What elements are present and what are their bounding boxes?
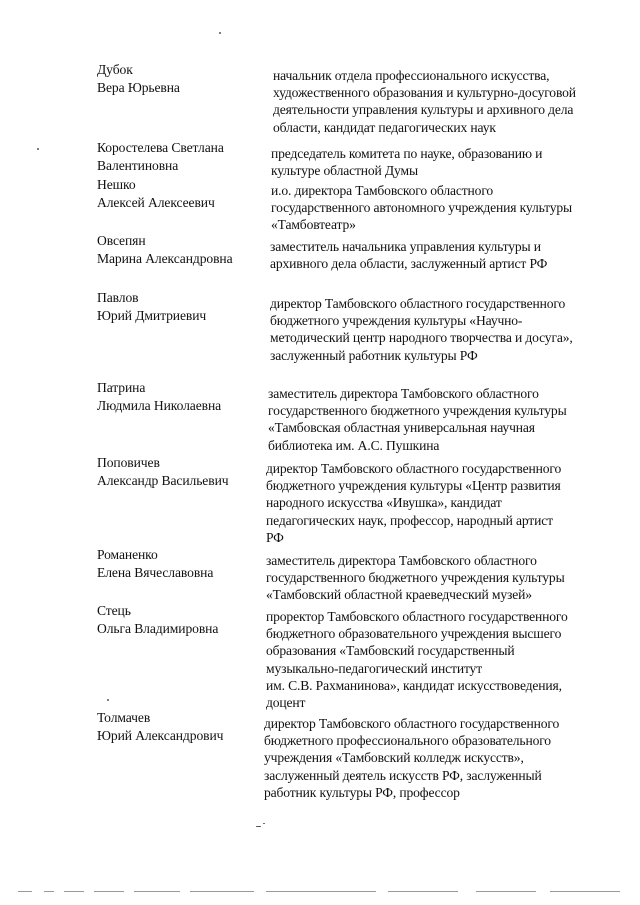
member-surname: Павлов <box>97 290 139 305</box>
member-description <box>266 460 618 546</box>
footer-scan-line <box>388 891 458 892</box>
footer-scan-line <box>134 891 180 892</box>
footer-scan-line <box>476 891 536 892</box>
member-description <box>271 182 623 234</box>
description-line: РФ <box>266 529 284 545</box>
description-line: и.о. директора Тамбовского областного <box>271 183 494 198</box>
description-line: заслуженный деятель искусств РФ, заслуженный <box>264 767 542 783</box>
description-line: «Тамбовтеатр» <box>271 217 356 233</box>
member-description <box>268 385 620 454</box>
member-surname: Овсепян <box>97 233 146 248</box>
member-surname: Нешко <box>97 177 136 192</box>
member-description <box>266 608 618 711</box>
member-description <box>264 715 616 801</box>
scan-speck <box>256 826 261 827</box>
description-line: заместитель директора Тамбовского областного <box>266 553 537 568</box>
description-line: области, кандидат педагогических наук <box>273 119 496 135</box>
member-name <box>97 289 267 324</box>
description-line: государственного бюджетного учреждения культуры <box>266 570 565 586</box>
description-line: заместитель директора Тамбовского областного <box>268 386 539 401</box>
member-surname: Толмачев <box>97 710 151 725</box>
member-name <box>97 61 267 96</box>
member-name <box>97 602 267 637</box>
member-given-names: Елена Вячеславовна <box>97 564 214 580</box>
scan-speck <box>37 148 39 150</box>
member-given-names: Марина Александровна <box>97 250 233 266</box>
member-given-names: Валентиновна <box>97 157 179 173</box>
description-line: библиотека им. А.С. Пушкина <box>268 437 440 453</box>
scan-speck <box>219 32 221 34</box>
description-line: педагогических наук, профессор, народный артист <box>266 512 553 528</box>
description-line: им. С.В. Рахманинова», кандидат искусствоведения, <box>266 677 562 693</box>
description-line: учреждения «Тамбовский колледж искусств», <box>264 750 524 766</box>
description-line: методический центр народного творчества и досуга», <box>270 330 573 346</box>
member-description <box>270 295 622 364</box>
member-given-names: Вера Юрьевна <box>97 79 180 95</box>
member-name <box>97 232 267 267</box>
footer-scan-line <box>44 891 54 892</box>
description-line: директор Тамбовского областного государственного <box>266 461 562 476</box>
description-line: бюджетного образовательного учреждения высшего <box>266 626 562 642</box>
footer-scan-line <box>190 891 254 892</box>
description-line: председатель комитета по науке, образованию и <box>271 146 543 161</box>
member-name <box>97 546 267 581</box>
member-given-names: Александр Васильевич <box>97 472 229 488</box>
description-line: директор Тамбовского областного государственного <box>264 716 560 731</box>
description-line: бюджетного учреждения культуры «Центр развития <box>266 478 561 494</box>
description-line: образования «Тамбовский государственный <box>266 643 515 659</box>
description-line: музыкально-педагогический институт <box>266 660 482 676</box>
member-given-names: Алексей Алексеевич <box>97 194 215 210</box>
member-surname: Дубок <box>97 62 133 77</box>
footer-scan-line <box>64 891 84 892</box>
description-line: работник культуры РФ, профессор <box>264 784 460 800</box>
footer-scan-line <box>266 891 376 892</box>
description-line: государственного автономного учреждения культуры <box>271 200 573 216</box>
member-description <box>271 145 623 179</box>
description-line: народного искусства «Ивушка», кандидат <box>266 495 502 511</box>
description-line: бюджетного профессионального образовательного <box>264 733 551 749</box>
member-name <box>97 454 267 489</box>
description-line: культуре областной Думы <box>271 163 418 179</box>
description-line: директор Тамбовского областного государственного <box>270 296 566 311</box>
description-line: заслуженный работник культуры РФ <box>270 347 478 363</box>
member-description <box>273 67 625 136</box>
member-name <box>97 176 267 211</box>
description-line: художественного образования и культурно-досуговой <box>273 85 576 101</box>
description-line: доцент <box>266 695 306 711</box>
description-line: проректор Тамбовского областного государственного <box>266 609 568 624</box>
description-line: заместитель начальника управления культуры и <box>270 239 541 254</box>
description-line: «Тамбовский областной краеведческий музей» <box>266 587 532 603</box>
member-given-names: Ольга Владимировна <box>97 620 219 636</box>
description-line: «Тамбовская областная универсальная научная <box>268 420 535 436</box>
member-given-names: Юрий Александрович <box>97 727 224 743</box>
description-line: государственного бюджетного учреждения культуры <box>268 403 567 419</box>
description-line: архивного дела области, заслуженный артист РФ <box>270 256 548 272</box>
description-line: бюджетного учреждения культуры «Научно- <box>270 313 523 329</box>
member-surname: Стець <box>97 603 131 618</box>
member-surname: Коростелева Светлана <box>97 140 224 155</box>
member-given-names: Юрий Дмитриевич <box>97 307 207 323</box>
member-description <box>270 238 622 272</box>
member-given-names: Людмила Николаевна <box>97 397 222 413</box>
member-name <box>97 709 267 744</box>
member-surname: Романенко <box>97 547 158 562</box>
member-name <box>97 139 267 174</box>
footer-scan-line <box>18 891 32 892</box>
member-description <box>266 552 618 604</box>
member-name <box>97 379 267 414</box>
footer-scan-line <box>94 891 124 892</box>
member-surname: Патрина <box>97 380 146 395</box>
member-surname: Поповичев <box>97 455 160 470</box>
scan-speck <box>107 699 109 701</box>
footer-scan-line <box>550 891 620 892</box>
description-line: деятельности управления культуры и архивного дела <box>273 102 574 118</box>
description-line: начальник отдела профессионального искусства, <box>273 68 550 83</box>
scan-speck <box>263 823 265 824</box>
